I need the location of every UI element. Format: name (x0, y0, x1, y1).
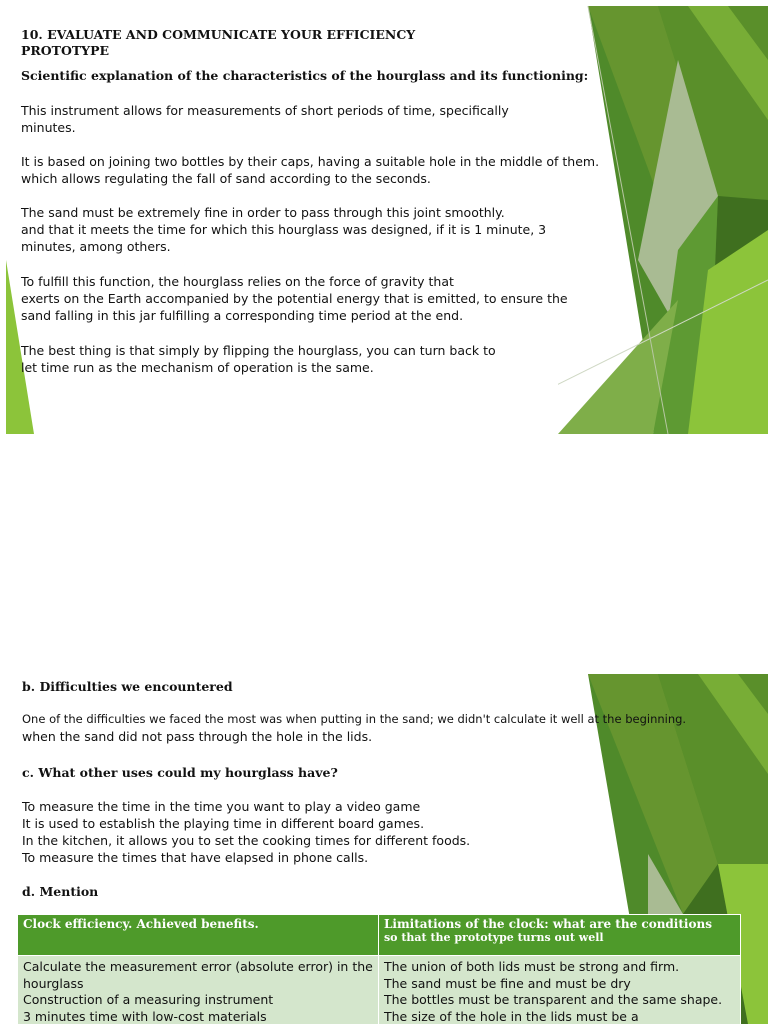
paragraph: The best thing is that simply by flipping the hourglass, you can turn back to let time run as the mechanism of operation is the same. (21, 343, 496, 375)
table-header-limitations: Limitations of the clock: what are the conditions so that the prototype turns out well (378, 915, 740, 956)
table-header-row (18, 915, 741, 956)
difficulties-text: One of the difficulties we faced the most was when putting in the sand; we didn't calculate it well at the beginning. when the sand did not pass through the hole in the lids. (22, 712, 687, 744)
table-cell-benefits: Calculate the measurement error (absolute error) in the hourglass Construction of a measuring instrument 3 minutes time with low-cost materials (18, 956, 379, 1024)
paragraph: It is based on joining two bottles by their caps, having a suitable hole in the middle of them. which allows regulating the fall of sand according to the seconds. (21, 154, 600, 186)
mention-heading: d. Mention (22, 884, 99, 899)
difficulties-heading: b. Difficulties we encountered (22, 679, 233, 694)
slide-difficulties-uses (0, 674, 768, 1024)
slide-efficiency-prototype (0, 0, 768, 434)
paragraph: This instrument allows for measurements of short periods of time, specifically minutes. (21, 103, 509, 135)
page-title: 10. EVALUATE AND COMMUNICATE YOUR EFFICIENCY PROTOTYPE (21, 27, 416, 58)
green-geometric-decoration (558, 0, 768, 434)
uses-list: To measure the time in the time you want to play a video game It is used to establish the playing time in different board games. In the kitchen, it allows you to set the cooking times for different foods. To measure the times that have elapsed in phone calls. (22, 799, 471, 865)
mention-table (17, 914, 741, 1024)
section-subtitle: Scientific explanation of the characteristics of the hourglass and its functioning: (21, 68, 589, 83)
table-row (18, 956, 741, 1024)
paragraph: The sand must be extremely fine in order to pass through this joint smoothly. and that it meets the time for which this hourglass was designed, if it is 1 minute, 3 minutes, among others. (21, 205, 547, 254)
table-header-benefits: Clock efficiency. Achieved benefits. (18, 915, 379, 956)
table-cell-limitations: The union of both lids must be strong and firm. The sand must be fine and must be dry The bottles must be transparent and the same shape. The size of the hole in the lids must be a (378, 956, 740, 1024)
uses-heading: c. What other uses could my hourglass have? (22, 765, 338, 780)
paragraph: To fulfill this function, the hourglass relies on the force of gravity that exerts on the Earth accompanied by the potential energy that is emitted, to ensure the sand falling in this jar fulfilling a corresponding time period at the end. (21, 274, 568, 323)
